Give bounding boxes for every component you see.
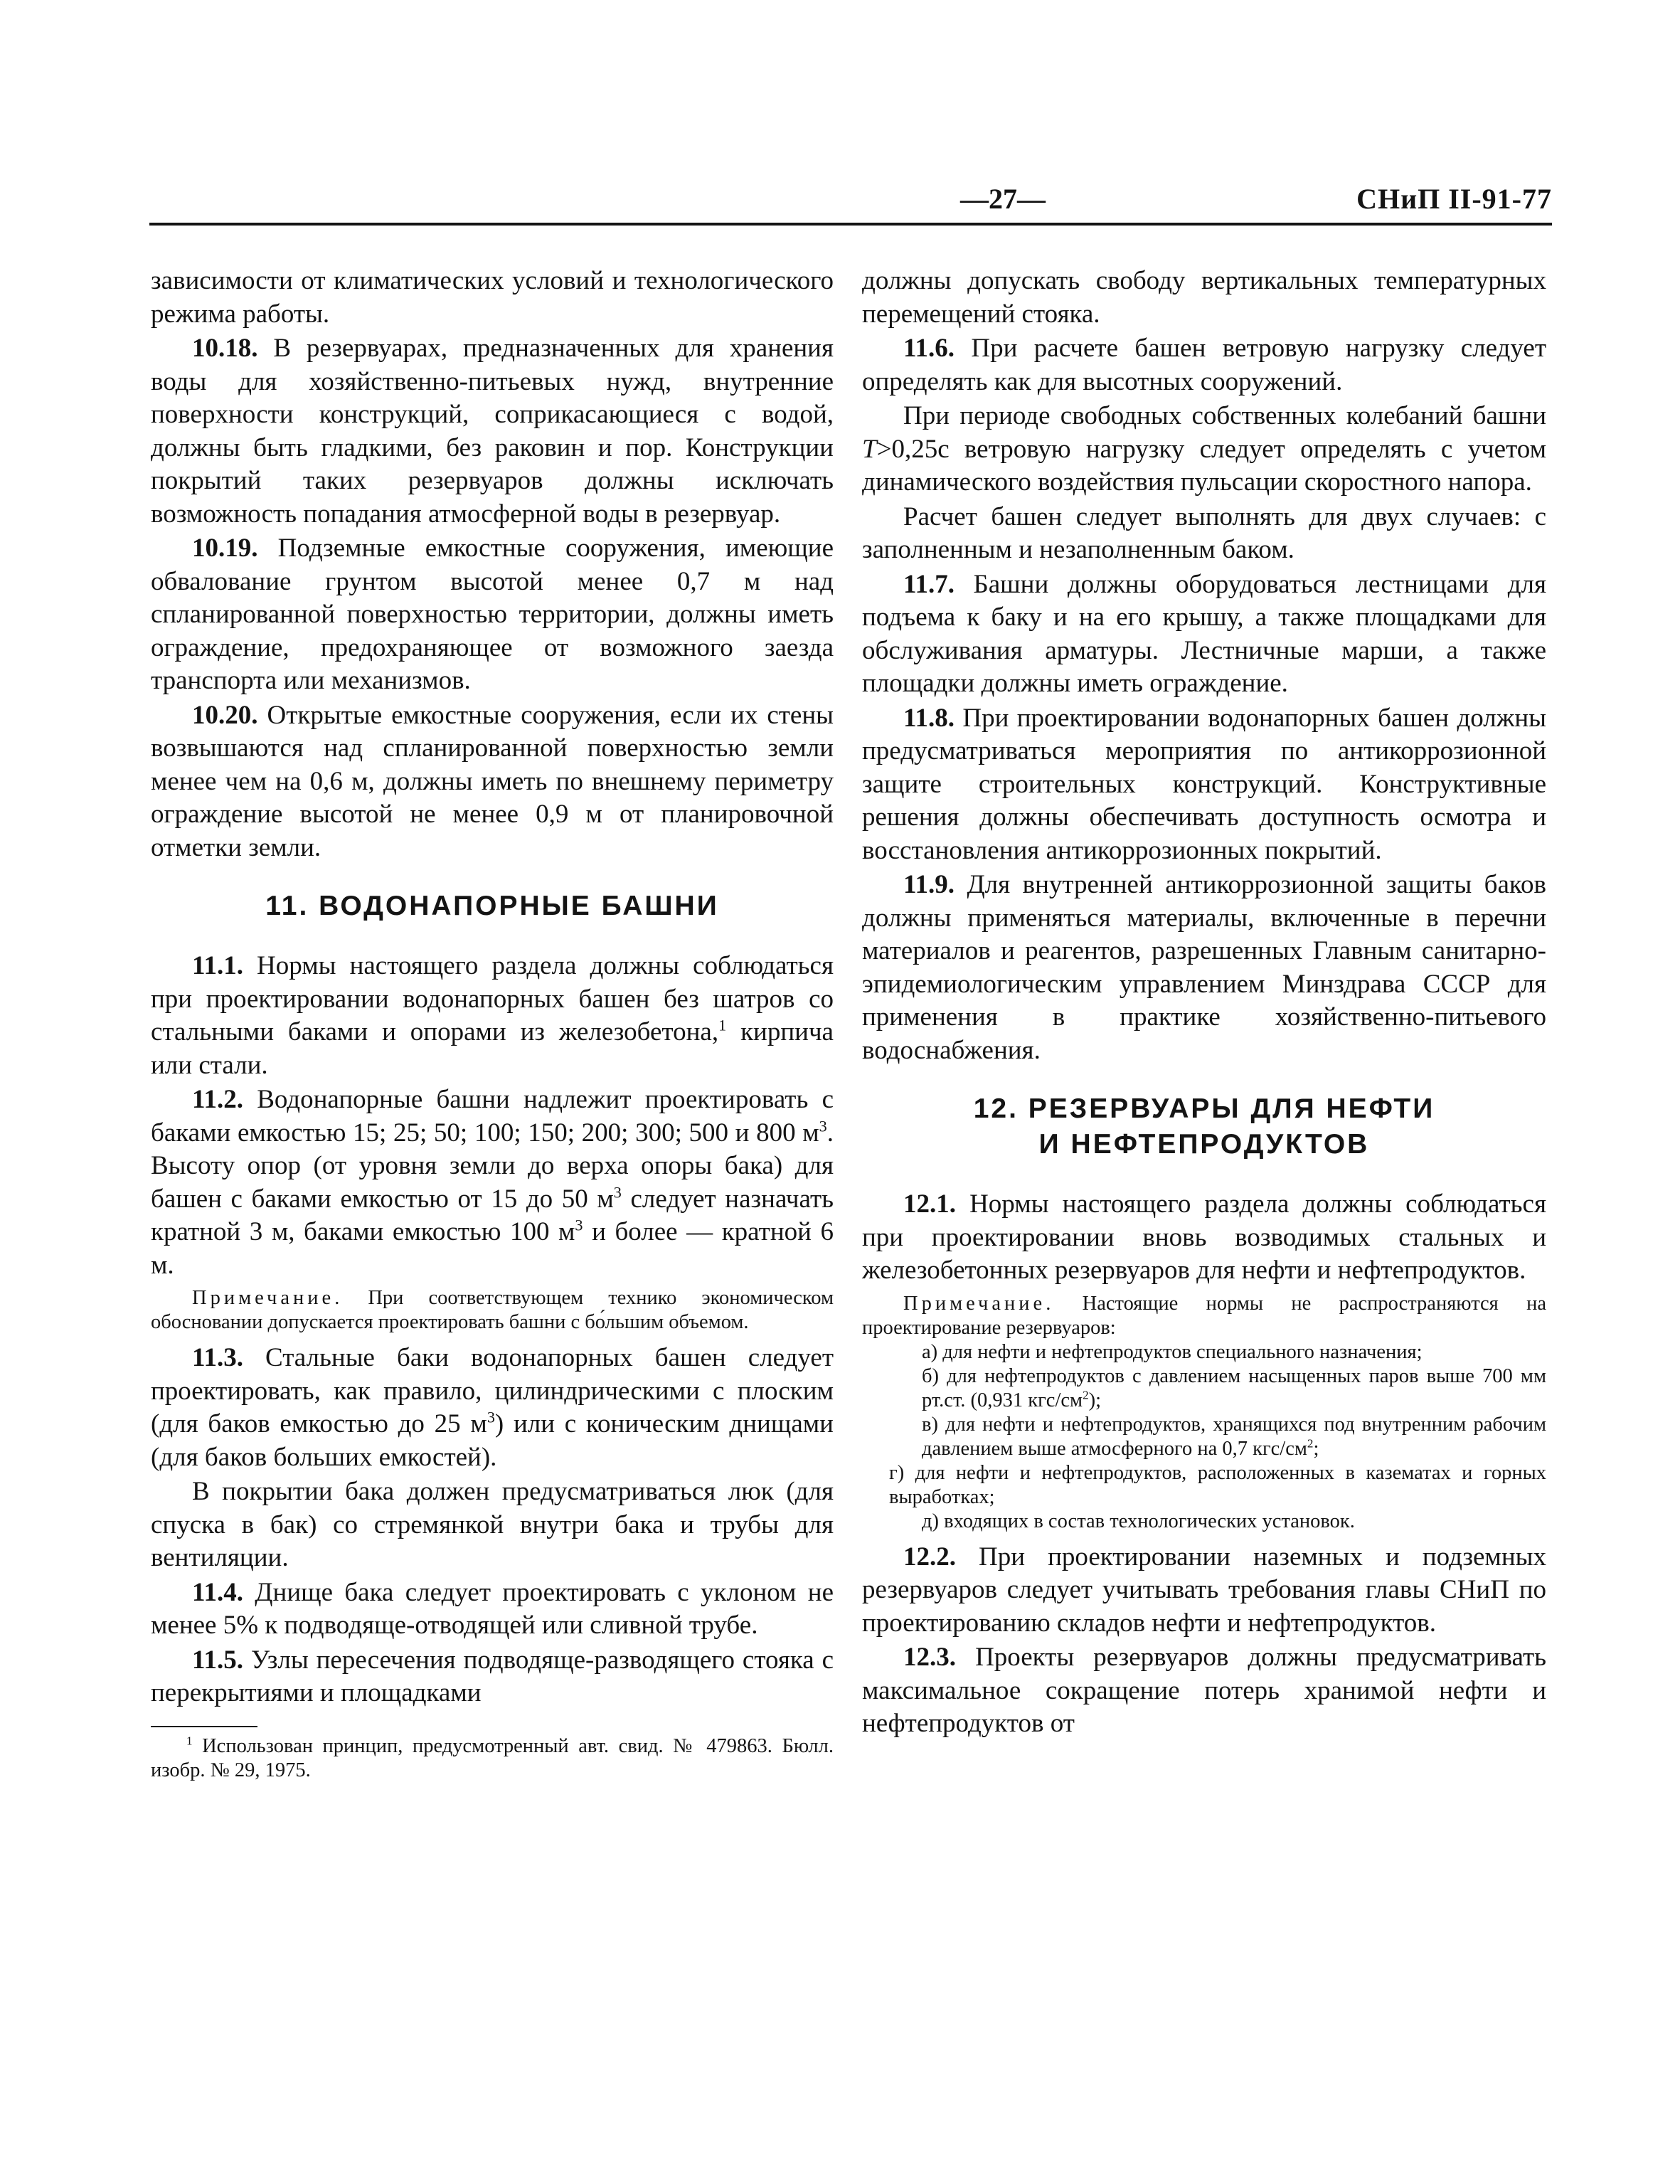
- paragraph-continuation: должны допускать свободу вертикальных температурных перемещений стояка.: [862, 266, 1546, 329]
- note-item-d: д) входящих в состав технологических установок.: [922, 1510, 1355, 1532]
- paragraph-11-6: 11.6. При расчете башен ветровую нагрузку следует определять как для высотных сооружений.: [862, 334, 1546, 396]
- paragraph-11-9: 11.9. Для внутренней антикоррозионной защиты баков должны применяться материалы, включенные в перечни материалов и реагентов, разрешенных Главным санитарно-эпидемиологическим управлением Минздрава СССР для применения в практике хозяйственно-питьевого водоснабжения.: [862, 870, 1546, 1065]
- paragraph-11-2: 11.2. Водонапорные башни надлежит проектировать с баками емкостью 15; 25; 50; 100; 150; 200; 300; 500 и 800 $м^3$. Высоту опор (от уровня земли до верха опоры бака) для башен с баками емкостью от 15 до 50 $м^3$ следует назначать кратной 3 м, баками емкостью 100 $м^3$ и более — кратной 6 м.: [151, 1085, 834, 1280]
- clause-number: 11.7.: [903, 569, 955, 599]
- left-column: [151, 265, 834, 1783]
- clause-number: 10.19.: [192, 534, 258, 563]
- paragraph-12-3: 12.3. Проекты резервуаров должны предусматривать максимальное сокращение потерь хранимой нефти и нефтепродуктов от: [862, 1643, 1546, 1738]
- paragraph-12-1: 12.1. Нормы настоящего раздела должны соблюдаться при проектировании вновь возводимых стальных и железобетонных резервуаров для нефти и нефтепродуктов.: [862, 1189, 1546, 1285]
- paragraph-11-5: 11.5. Узлы пересечения подводяще-разводящего стояка с перекрытиями и площадками: [151, 1645, 834, 1707]
- document-code: СНиП II-91-77: [1356, 183, 1552, 215]
- section-heading-11: 11. ВОДОНАПОРНЫЕ БАШНИ: [265, 891, 719, 921]
- paragraph-11-1: 11.1. Нормы настоящего раздела должны соблюдаться при проектировании водонапорных башен без шатров со стальными баками и опорами из железобетона,$^1$ кирпича или стали.: [151, 951, 834, 1080]
- clause-number: 10.18.: [192, 334, 258, 363]
- footnote-rule: [151, 1726, 257, 1727]
- clause-number: 10.20.: [192, 700, 258, 730]
- paragraph-10-18: 10.18. В резервуарах, предназначенных для хранения воды для хозяйственно-питьевых нужд, внутренние поверхности конструкций, соприкасающиеся с водой, должны быть гладкими, без раковин и пор. Конструкции покрытий таких резервуаров должны исключать возможность попадания атмосферной воды в резервуар.: [151, 334, 834, 529]
- clause-number: 11.6.: [903, 334, 955, 363]
- paragraph-11-7: 11.7. Башни должны оборудоваться лестницами для подъема к баку и на его крышу, а также площадками для обслуживания арматуры. Лестничные марши, а также площадки должны иметь ограждение.: [862, 569, 1546, 698]
- right-column: [862, 265, 1546, 1742]
- clause-number: 11.4.: [192, 1577, 243, 1607]
- note-item-a: а) для нефти и нефтепродуктов специального назначения;: [922, 1340, 1423, 1363]
- note-12-1: Примечание. Настоящие нормы не распространяются на проектирование резервуаров: а) для нефти и нефтепродуктов специального назначения; б) для нефтепродуктов с давлением насыщенных паров выше 700 мм рт.ст. (0,931 кгс/$см^2$); в) для нефти и нефтепродуктов, хранящихся под внутренним рабочим давлением выше атмосферного на 0,7 кгс/$см^2$; г) для нефти и нефтепродуктов, расположенных в казематах и горных выработках; д) входящих в состав технологических установок.: [862, 1292, 1546, 1532]
- period-symbol: T: [862, 434, 877, 464]
- period-condition-text: >0,25с ветровую нагрузку следует определять с учетом динамического воздействия пульсации скоростного напора.: [862, 434, 1546, 497]
- paragraph-11-6-period: При периоде свободных собственных колебаний башни T>0,25с ветровую нагрузку следует определять с учетом динамического воздействия пульсации скоростного напора.: [862, 401, 1546, 497]
- note-item-v: в) для нефти и нефтепродуктов, хранящихся под внутренним рабочим давлением выше атмосферного на 0,7 кгс/$см^2$;: [922, 1413, 1546, 1460]
- note-item-g: г) для нефти и нефтепродуктов, расположенных в казематах и горных выработках;: [889, 1461, 1546, 1508]
- clause-number: 11.1.: [192, 951, 243, 980]
- clause-number: 12.2.: [903, 1542, 956, 1571]
- header-rule: [149, 223, 1552, 226]
- clause-number: 11.5.: [192, 1645, 243, 1675]
- note-11-2: Примечание. При соответствующем технико экономическом обосновании допускается проектировать башни с бо́льшим объемом.: [151, 1287, 834, 1333]
- note-item-b: б) для нефтепродуктов с давлением насыщенных паров выше 700 мм рт.ст. (0,931 кгс/$см^2$);: [922, 1364, 1546, 1411]
- paragraph-10-20: 10.20. Открытые емкостные сооружения, если их стены возвышаются над спланированной поверхностью земли менее чем на 0,6 м, должны иметь по внешнему периметру ограждение высотой не менее 0,9 м от планировочной отметки земли.: [151, 700, 834, 862]
- paragraph-11-4: 11.4. Днище бака следует проектировать с уклоном не менее 5% к подводяще-отводящей или сливной трубе.: [151, 1577, 834, 1640]
- paragraph-11-8: 11.8. При проектировании водонапорных башен должны предусматриваться мероприятия по антикоррозионной защите строительных конструкций. Конструктивные решения должны обеспечивать доступность осмотра и восстановления антикоррозионных покрытий.: [862, 703, 1546, 865]
- clause-number: 11.3.: [192, 1343, 243, 1372]
- paragraph-10-19: 10.19. Подземные емкостные сооружения, имеющие обвалование грунтом высотой менее 0,7 м над спланированной поверхностью территории, должны иметь ограждение, предохраняющее от возможного заезда транспорта или механизмов.: [151, 534, 834, 695]
- section-heading-12: 12. РЕЗЕРВУАРЫ ДЛЯ НЕФТИ И НЕФТЕПРОДУКТОВ: [973, 1093, 1435, 1160]
- footnote: $^1$ Использован принцип, предусмотренный авт. свид. № 479863. Бюлл. изобр. № 29, 1975.: [151, 1734, 834, 1781]
- paragraph-12-2: 12.2. При проектировании наземных и подземных резервуаров следует учитывать требования главы СНиП по проектированию складов нефти и нефтепродуктов.: [862, 1542, 1546, 1638]
- page-number: —27—: [960, 183, 1046, 215]
- note-label: Примечание.: [192, 1287, 344, 1309]
- clause-number: 12.1.: [903, 1189, 956, 1219]
- footnote-ref: 1: [718, 1016, 727, 1034]
- page-header: [149, 182, 1552, 225]
- paragraph-continuation: зависимости от климатических условий и технологического режима работы.: [151, 266, 834, 329]
- paragraph-11-6-cases: Расчет башен следует выполнять для двух случаев: с заполненным и незаполненным баком.: [862, 502, 1546, 564]
- clause-number: 11.9.: [903, 870, 955, 899]
- paragraph-11-3: 11.3. Стальные баки водонапорных башен следует проектировать, как правило, цилиндрическими с плоским (для баков емкостью до 25 $м^3$) или с коническим днищами (для баков больших емкостей).: [151, 1343, 834, 1472]
- clause-number: 11.2.: [192, 1085, 243, 1114]
- note-label: Примечание.: [903, 1292, 1055, 1315]
- paragraph-11-3-cont: В покрытии бака должен предусматриваться люк (для спуска в бак) со стремянкой внутри бака и трубы для вентиляции.: [151, 1477, 834, 1572]
- clause-number: 11.8.: [903, 703, 955, 733]
- clause-number: 12.3.: [903, 1643, 956, 1672]
